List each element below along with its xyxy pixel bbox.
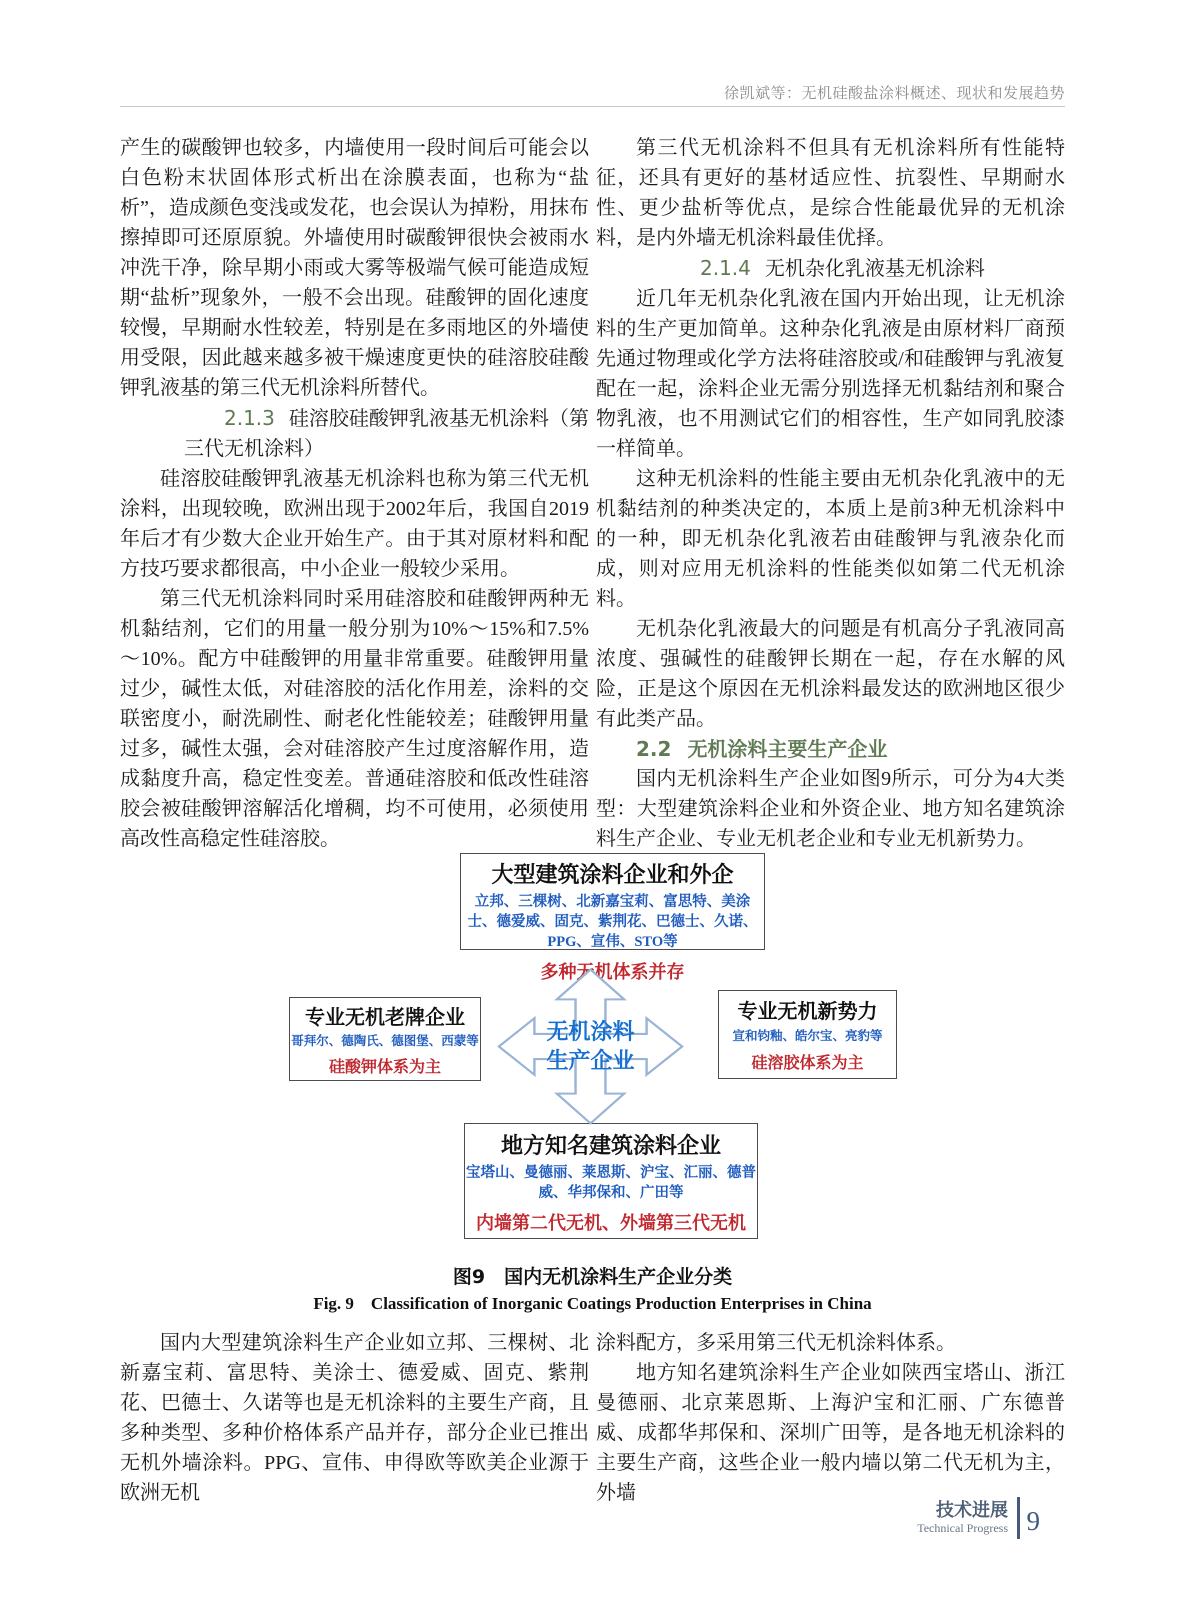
box-title: 地方知名建筑涂料企业 (500, 1134, 721, 1159)
footer-divider-bar (1017, 1497, 1020, 1539)
bottom-left-column (120, 1328, 589, 1508)
bottom-text-area (120, 1328, 1065, 1508)
diagram-box-new-forces (718, 990, 897, 1079)
paragraph: 近几年无机杂化乳液在国内开始出现，让无机涂料的生产更加简单。这种杂化乳液是由原材料厂商预先通过物理或化学方法将硅溶胶或/和硅酸钾与乳液复配在一起，涂料企业无需分别选择无机黏结剂和聚合物乳液，也不用测试它们的相容性，生产如同乳胶漆一样简单。 (596, 288, 1065, 460)
section-heading-213 (120, 403, 589, 464)
paragraph: 硅溶胶硅酸钾乳液基无机涂料也称为第三代无机涂料，出现较晚，欧洲出现于2002年后，我国自2019年后才有少数大企业开始生产。由于其对原材料和配方技巧要求都很高，中小企业一般较少采用。 (120, 468, 589, 580)
four-way-arrow (497, 968, 684, 1125)
box-title: 专业无机老牌企业 (305, 1005, 465, 1029)
right-column (596, 133, 1065, 854)
box-title: 大型建筑涂料企业和外企 (491, 863, 734, 888)
section-title: 无机涂料主要生产企业 (687, 737, 888, 761)
paragraph: 无机杂化乳液最大的问题是有机高分子乳液同高浓度、强碱性的硅酸钾长期在一起，存在水解的风险，正是这个原因在无机涂料最发达的欧洲地区很少有此类产品。 (596, 618, 1065, 730)
box-note: 多种无机体系并存 (540, 962, 685, 982)
box-title: 专业无机新势力 (737, 999, 878, 1023)
section-number: 2.1.4 (700, 256, 751, 280)
box-note: 内墙第二代无机、外墙第三代无机 (476, 1213, 746, 1233)
figure-caption-en: Fig. 9 Classification of Inorganic Coatings Production Enterprises in China (313, 1294, 872, 1313)
header-rule (120, 106, 1065, 107)
section-title: 无机杂化乳液基无机涂料 (764, 258, 985, 280)
paragraph: 涂料配方，多采用第三代无机涂料体系。 (596, 1332, 956, 1354)
section-number: 2.1.3 (224, 406, 275, 430)
bottom-right-column (596, 1328, 1065, 1508)
paragraph: 产生的碳酸钾也较多，内墙使用一段时间后可能会以白色粉末状固体形式析出在涂膜表面，也称为“盐析”，造成颜色变浅或发花，也会误认为掉粉，用抹布擦掉即可还原原貌。外墙使用时碳酸钾很快会被雨水冲洗干净，除早期小雨或大雾等极端气候可能造成短期“盐析”现象外，一般不会出现。硅酸钾的固化速度较慢，早期耐水性较差，特别是在多雨地区的外墙使用受限，因此越来越多被干燥速度更快的硅溶胶硅酸钾乳液基的第三代无机涂料所替代。 (120, 137, 589, 399)
section-title: 硅溶胶硅酸钾乳液基无机涂料（第三代无机涂料） (184, 408, 589, 460)
diagram-box-local-enterprises (464, 1123, 758, 1239)
section-heading-214 (596, 253, 1065, 284)
box-companies: 哥拜尔、德陶氏、德图堡、西蒙等 (291, 1034, 479, 1048)
main-text-area (120, 133, 1065, 854)
section-heading-22 (596, 734, 1065, 764)
box-note: 硅酸钾体系为主 (328, 1059, 441, 1076)
paragraph: 第三代无机涂料不但具有无机涂料所有性能特征，还具有更好的基材适应性、抗裂性、早期耐水性、更少盐析等优点，是综合性能最优异的无机涂料，是内外墙无机涂料最佳优择。 (596, 137, 1065, 249)
page-footer (917, 1497, 1040, 1539)
arrow-label-line2: 生产企业 (546, 1048, 635, 1074)
page-number: 9 (1026, 1505, 1040, 1536)
paragraph: 国内无机涂料生产企业如图9所示，可分为4大类型：大型建筑涂料企业和外资企业、地方知名建筑涂料生产企业、专业无机老企业和专业无机新势力。 (596, 768, 1065, 850)
paragraph: 地方知名建筑涂料生产企业如陕西宝塔山、浙江曼德丽、北京莱恩斯、上海沪宝和汇丽、广东德普威、成都华邦保和、深圳广田等，是各地无机涂料的主要生产商，这些企业一般内墙以第二代无机为主，外墙 (596, 1362, 1065, 1504)
footer-section-en: Technical Progress (917, 1520, 1008, 1535)
paragraph: 第三代无机涂料同时采用硅溶胶和硅酸钾两种无机黏结剂，它们的用量一般分别为10%～15%和7.5%～10%。配方中硅酸钾的用量非常重要。硅酸钾用量过少，碱性太低，对硅溶胶的活化作用差，涂料的交联密度小，耐洗刷性、耐老化性能较差；硅酸钾用量过多，碱性太强，会对硅溶胶产生过度溶解作用，造成黏度升高，稳定性变差。普通硅溶胶和低改性硅溶胶会被硅酸钾溶解活化增稠，均不可使用，必须使用高改性高稳定性硅溶胶。 (120, 588, 589, 850)
box-companies: 立邦、三棵树、北新嘉宝莉、富思特、美涂士、德爱威、固克、紫荆花、巴德士、久诺、PPG、宣伟、STO等 (467, 894, 758, 950)
figure-caption-cn: 图9 国内无机涂料生产企业分类 (452, 1266, 733, 1288)
left-column (120, 133, 589, 854)
footer-section-labels (917, 1501, 1008, 1536)
paragraph: 国内大型建筑涂料生产企业如立邦、三棵树、北新嘉宝莉、富思特、美涂士、德爱威、固克、紫荆花、巴德士、久诺等也是无机涂料的主要生产商，且多种类型、多种价格体系产品并存，部分企业已推出无机外墙涂料。PPG、宣伟、申得欧等欧美企业源于欧洲无机 (120, 1332, 589, 1504)
diagram-box-veteran-enterprises (289, 997, 481, 1081)
arrow-center-label (497, 968, 684, 1125)
paragraph: 这种无机涂料的性能主要由无机杂化乳液中的无机黏结剂的种类决定的，本质上是前3种无机涂料中的一种，即无机杂化乳液若由硅酸钾与乳液杂化而成，则对应用无机涂料的性能类似如第二代无机涂料。 (596, 468, 1065, 610)
running-header: 徐凯斌等：无机硅酸盐涂料概述、现状和发展趋势 (723, 84, 1065, 102)
section-number: 2.2 (636, 737, 672, 761)
footer-section-cn: 技术进展 (936, 1499, 1008, 1521)
figure-9-diagram (120, 840, 1065, 1240)
box-companies: 宝塔山、曼德丽、莱恩斯、沪宝、汇丽、德普威、华邦保和、广田等 (466, 1165, 756, 1201)
box-note: 硅溶胶体系为主 (751, 1055, 864, 1072)
diagram-box-large-enterprises (460, 853, 765, 982)
box-companies: 宣和钧釉、皓尔宝、亮豹等 (732, 1029, 883, 1043)
arrow-label-line1: 无机涂料 (546, 1019, 635, 1045)
